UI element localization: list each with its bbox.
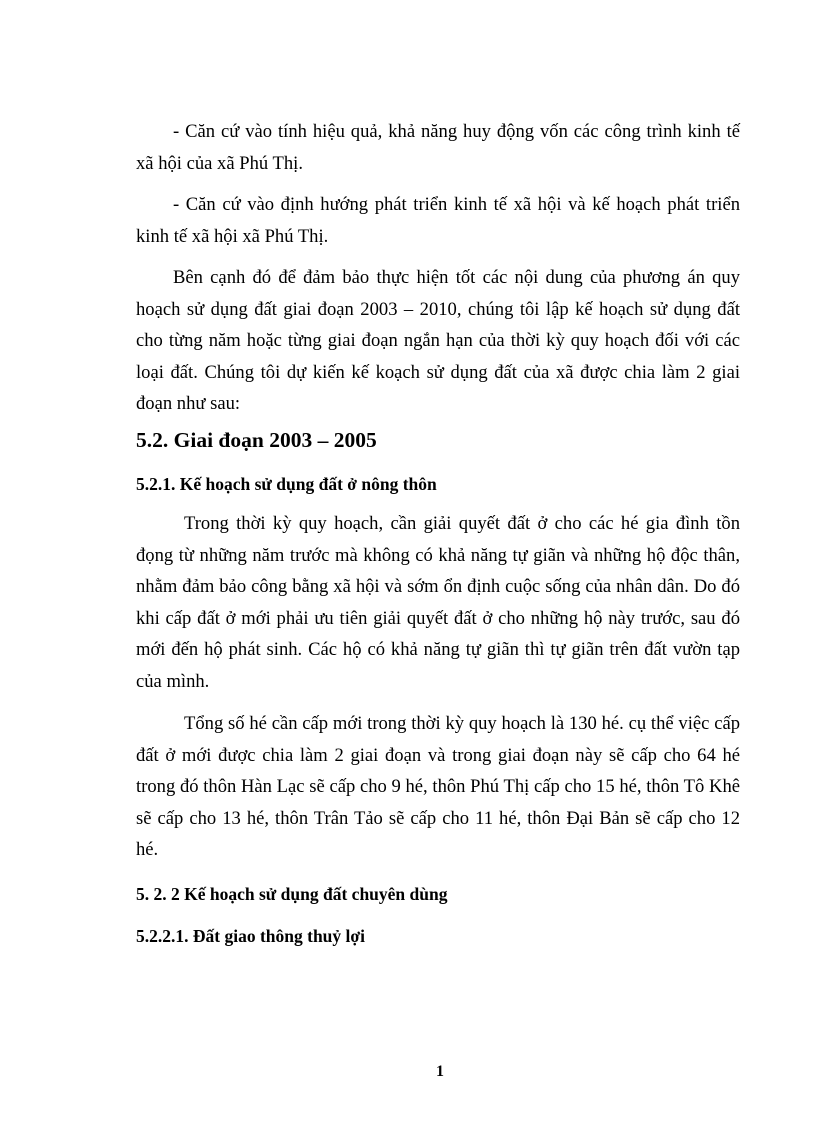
subsection-title-rural-land: 5.2.1. Kế hoạch sử dụng đất ở nông thôn [136,474,437,494]
paragraph-basis-efficiency: - Căn cứ vào tính hiệu quả, khả năng huy động vốn các công trình kinh tế xã hội của xã Phú Thị. [136,121,740,174]
section-title: 5.2. Giai đoạn 2003 – 2005 [136,428,377,452]
paragraph-rural-land-allocation: Tổng số hé cần cấp mới trong thời kỳ quy hoạch là 130 hé. cụ thể việc cấp đất ở mới được chia làm 2 giai đoạn và trong giai đoạn này sẽ cấp cho 64 hé trong đó thôn Hàn Lạc sẽ cấp cho 9 hé, thôn Phú Thị cấp cho 15 hé, thôn Tô Khê sẽ cấp cho 13 hé, thôn Trân Tảo sẽ cấp cho 11 hé, thôn Đại Bản sẽ cấp cho 12 hé. [136,713,740,860]
paragraph-basis-orientation: - Căn cứ vào định hướng phát triển kinh tế xã hội và kế hoạch phát triển kinh tế xã hội xã Phú Thị. [136,194,740,247]
subsection-title-special-use-land: 5. 2. 2 Kế hoạch sử dụng đất chuyên dùng [136,884,448,904]
page-number: 1 [436,1063,444,1080]
paragraph-intro-plan: Bên cạnh đó để đảm bảo thực hiện tốt các nội dung của phương án quy hoạch sử dụng đất giai đoạn 2003 – 2010, chúng tôi lập kế hoạch sử dụng đất cho từng năm hoặc từng giai đoạn ngắn hạn của thời kỳ quy hoạch đối với các loại đất. Chúng tôi dự kiến kế koạch sử dụng đất của xã được chia làm 2 giai đoạn như sau: [136,267,740,414]
subsection-title-transport-irrigation: 5.2.2.1. Đất giao thông thuỷ lợi [136,926,365,946]
paragraph-rural-land-priority: Trong thời kỳ quy hoạch, cần giải quyết đất ở cho các hé gia đình tồn đọng từ những năm trước mà không có khả năng tự giãn và những hộ độc thân, nhằm đảm bảo công bằng xã hội và sớm ổn định cuộc sống của nhân dân. Do đó khi cấp đất ở mới phải ưu tiên giải quyết đất ở cho những hộ này trước, sau đó mới đến hộ phát sinh. Các hộ có khả năng tự giãn thì tự giãn trên đất vườn tạp của mình. [136,513,740,692]
